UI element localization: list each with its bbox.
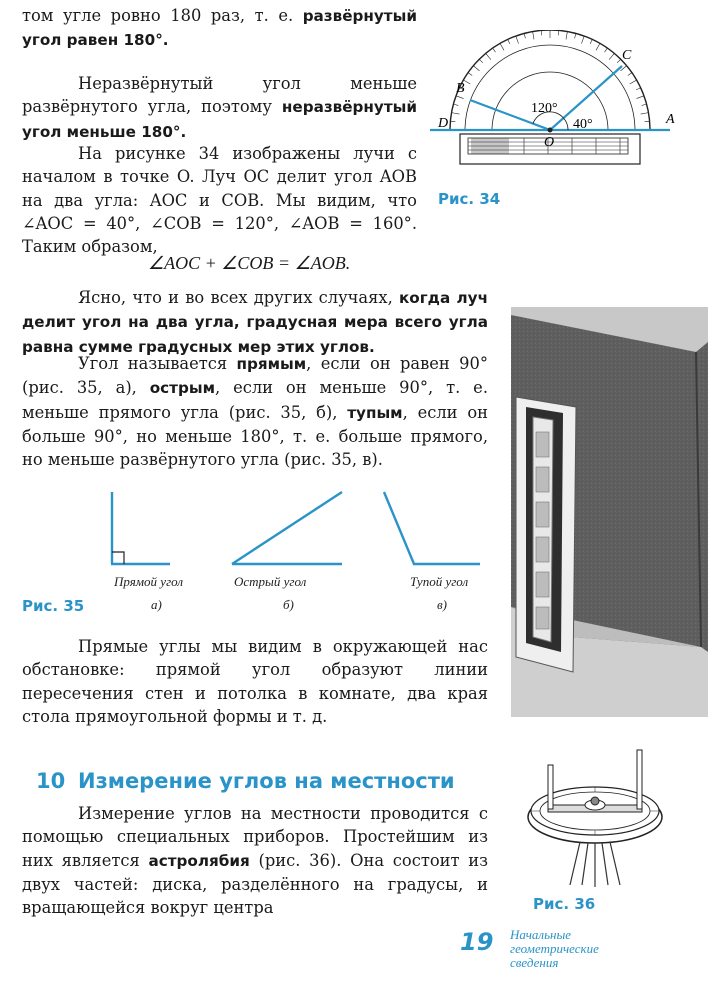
obtuse-angle-ray xyxy=(384,492,414,564)
angle-label-40: 40° xyxy=(573,117,593,132)
formula-angle-sum: ∠AOC + ∠COB = ∠AOB. xyxy=(148,253,351,273)
figure-35-caption: Рис. 35 xyxy=(22,597,85,615)
figure-36-caption: Рис. 36 xyxy=(533,895,596,913)
label-right-angle: Прямой угол xyxy=(114,574,183,589)
page-number: 19 xyxy=(460,928,494,956)
figure-34-protractor xyxy=(430,30,680,190)
page-title-line-1: Начальные xyxy=(510,927,572,942)
letter-a: а) xyxy=(151,597,162,612)
figure-35-angles xyxy=(100,486,500,576)
paragraph-figure-34: На рисунке 34 изображены лучи с началом в точке O. Луч OC делит угол AOB на два угла: AOC и COB. Мы видим, что ∠AOC = 40°, ∠COB = 120°, ∠AOB = 160°. Таким образом, xyxy=(22,144,417,257)
paragraph-straight-angle: Неразвёрнутый угол меньше развёрнутого угла, поэтому неразвёрнутый угол меньше 180°. xyxy=(22,74,417,141)
paragraph-right-angles-around: Прямые углы мы видим в окружающей нас обстановке: прямой угол образуют линии пересечения стен и потолка в комнате, два края стола прямоугольной формы и т. д. xyxy=(22,637,488,726)
figure-36-astrolabe xyxy=(520,745,670,890)
angle-label-120: 120° xyxy=(531,101,558,116)
label-obtuse-angle: Тупой угол xyxy=(410,574,469,589)
letter-v: в) xyxy=(437,597,447,612)
label-d: D xyxy=(438,116,449,131)
label-b: B xyxy=(456,81,465,96)
section-title: Измерение углов на местности xyxy=(78,769,455,793)
figure-34-caption: Рис. 34 xyxy=(438,190,501,208)
page-title-line-2: геометрические xyxy=(510,941,599,956)
letter-b: б) xyxy=(283,597,294,612)
room-corner-photo xyxy=(511,307,708,717)
paragraph-continuation: том угле ровно 180 раз, т. е. развёрнутый угол равен 180°. xyxy=(22,6,417,50)
paragraph-angle-sum-rule: Ясно, что и во всех других случаях, когда луч делит угол на два угла, градусная мера всего угла равна сумме градусных мер этих углов. xyxy=(22,288,488,356)
label-c: C xyxy=(622,48,632,63)
label-acute-angle: Острый угол xyxy=(234,574,307,589)
section-number: 10 xyxy=(36,769,66,793)
paragraph-angle-types: Угол называется прямым, если он равен 90° (рис. 35, а), острым, если он меньше 90°, т. е. меньше прямого угла (рис. 35, б), тупым, если он больше 90°, но меньше 180°, т. е. больше прямого, но меньше развёрнутого угла (рис. 35, в). xyxy=(22,354,489,470)
label-o: O xyxy=(544,135,555,150)
acute-angle-ray xyxy=(232,492,342,564)
paragraph-astrolabe: Измерение углов на местности проводится с помощью специальных приборов. Простейшим из них является астролябия (рис. 36). Она состоит из двух частей: диска, разделённого на градусы, и вращающейся вокруг центра xyxy=(22,804,488,918)
label-a: A xyxy=(666,112,675,127)
page-title-line-3: сведения xyxy=(510,955,559,970)
